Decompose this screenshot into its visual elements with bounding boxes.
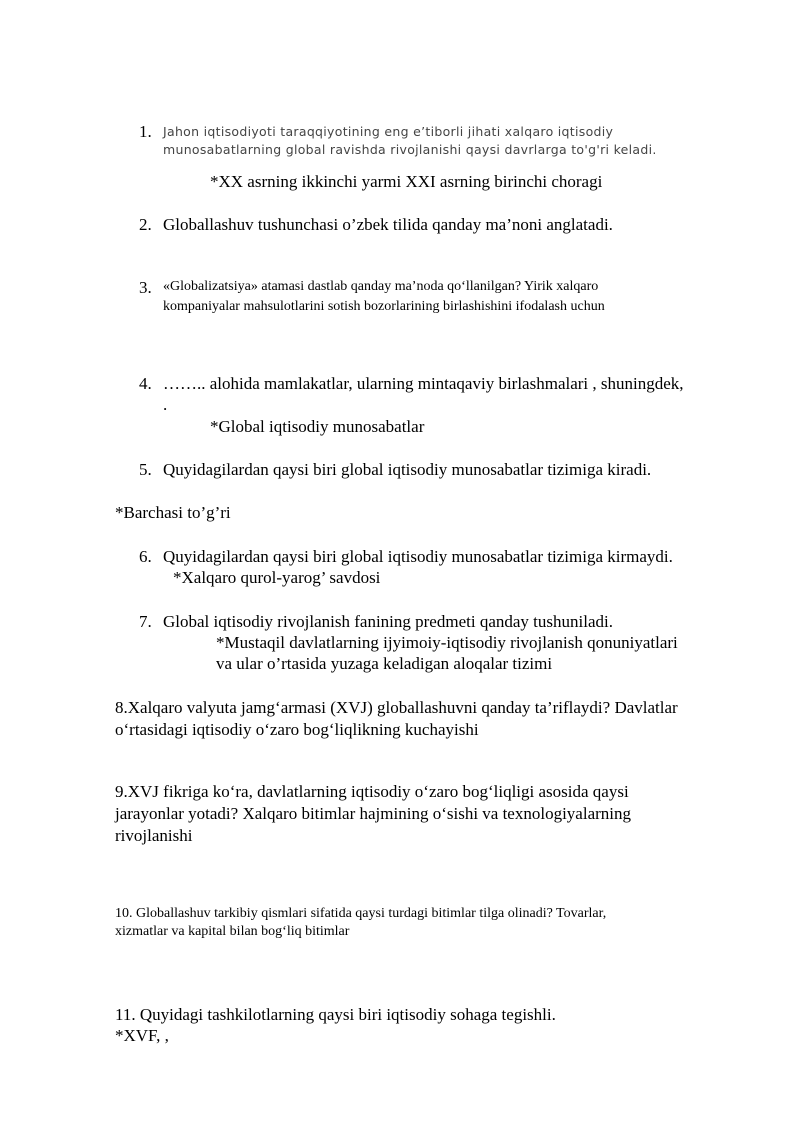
q1-answer: *XX asrning ikkinchi yarmi XXI asrning birinchi choragi (210, 172, 603, 191)
q10-text-line1: 10. Globallashuv tarkibiy qismlari sifatida qaysi turdagi bitimlar tilga olinadi? Tovarlar, (115, 906, 607, 921)
q11-text: 11. Quyidagi tashkilotlarning qaysi biri iqtisodiy sohaga tegishli. (115, 1005, 556, 1024)
q3-text-line2: kompaniyalar mahsulotlarini sotish bozorlarining birlashishini ifodalash uchun (163, 299, 605, 314)
q4-text-line2: . (163, 395, 168, 414)
q4-text-line1: …….. alohida mamlakatlar, ularning mintaqaviy birlashmalari , shuningdek, (163, 374, 684, 393)
q1-text-line2: munosabatlarning global ravishda rivojlanishi qaysi davrlarga to'g'ri keladi. (163, 142, 657, 157)
q1-text-line1: Jahon iqtisodiyoti taraqqiyotining eng e’tiborli jihati xalqaro iqtisodiy (163, 124, 614, 139)
q6-text: Quyidagilardan qaysi biri global iqtisodiy munosabatlar tizimiga kirmaydi. (163, 547, 673, 566)
q9-text-line2: jarayonlar yotadi? Xalqaro bitimlar hajmining o‘sishi va texnologiyalarning (115, 804, 632, 823)
q1-number: 1. (139, 122, 152, 141)
q5-answer: *Barchasi to’g’ri (115, 503, 231, 522)
q4-number: 4. (139, 374, 152, 393)
q9-text-line3: rivojlanishi (115, 826, 193, 845)
q3-text-line1: «Globalizatsiya» atamasi dastlab qanday ma’noda qo‘llanilgan? Yirik xalqaro (163, 279, 599, 294)
q2-number: 2. (139, 215, 152, 234)
q9-text-line1: 9.XVJ fikriga ko‘ra, davlatlarning iqtisodiy o‘zaro bog‘liqligi asosida qaysi (115, 782, 629, 801)
q7-text: Global iqtisodiy rivojlanish fanining predmeti qanday tushuniladi. (163, 612, 613, 631)
q7-number: 7. (139, 612, 152, 631)
q7-answer-line2: va ular o’rtasida yuzaga keladigan aloqalar tizimi (216, 654, 553, 673)
q5-number: 5. (139, 460, 152, 479)
q10-text-line2: xizmatlar va kapital bilan bog‘liq bitimlar (115, 924, 350, 939)
q8-text-line2: o‘rtasidagi iqtisodiy o‘zaro bog‘liqlikning kuchayishi (115, 720, 479, 739)
q7-answer-line1: *Mustaqil davlatlarning ijyimoiy-iqtisodiy rivojlanish qonuniyatlari (216, 633, 678, 652)
q11-answer: *XVF, , (115, 1026, 169, 1045)
q8-text-line1: 8.Xalqaro valyuta jamg‘armasi (XVJ) globallashuvni qanday ta’riflaydi? Davlatlar (115, 698, 678, 717)
q5-text: Quyidagilardan qaysi biri global iqtisodiy munosabatlar tizimiga kiradi. (163, 460, 652, 479)
q6-answer: *Xalqaro qurol-yarog’ savdosi (173, 568, 381, 587)
q2-text: Globallashuv tushunchasi o’zbek tilida qanday ma’noni anglatadi. (163, 215, 613, 234)
q6-number: 6. (139, 547, 152, 566)
q4-answer: *Global iqtisodiy munosabatlar (210, 417, 425, 436)
q3-number: 3. (139, 278, 152, 297)
